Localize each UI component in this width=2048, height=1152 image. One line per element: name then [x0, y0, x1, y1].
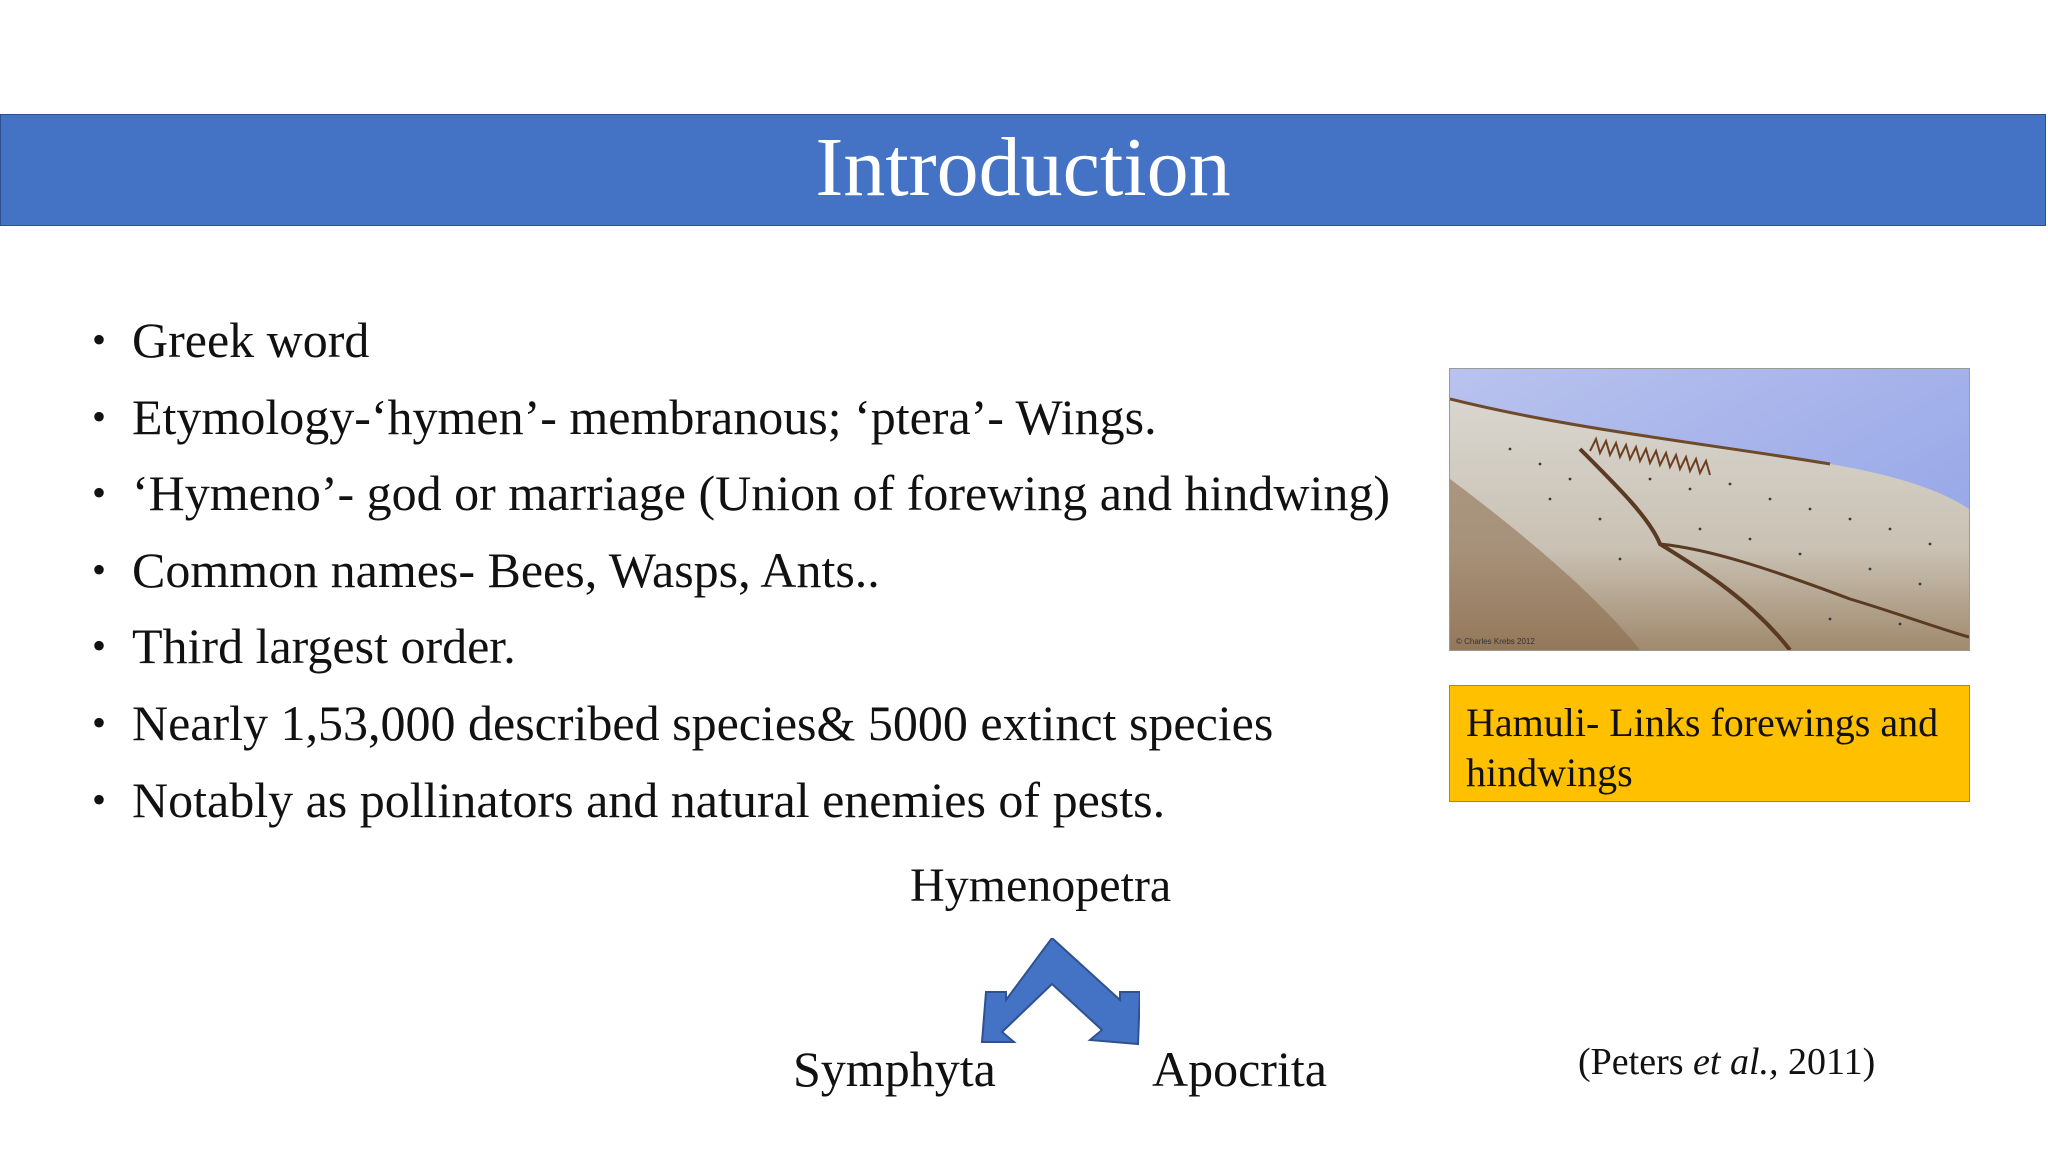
- tree-root-label: Hymenopetra: [910, 859, 1172, 912]
- bullet-icon: •: [92, 776, 107, 822]
- bullet-item: [92, 302, 1390, 379]
- bullet-item: [92, 608, 1390, 685]
- bullet-text: Notably as pollinators and natural enemies of pests.: [132, 771, 1166, 828]
- tree-left-label: Symphyta: [793, 1041, 996, 1097]
- tree-right-label: Apocrita: [1152, 1041, 1327, 1097]
- citation-suffix: 2011): [1778, 1041, 1876, 1083]
- bullet-icon: •: [92, 393, 107, 439]
- citation: [1578, 1040, 1875, 1084]
- bullet-icon: •: [92, 470, 107, 516]
- citation-italic: et al.,: [1693, 1041, 1779, 1083]
- bullet-text: Greek word: [132, 312, 370, 368]
- bullet-text: Nearly 1,53,000 described species& 5000 extinct species: [132, 694, 1274, 751]
- bullet-text: Common names- Bees, Wasps, Ants..: [132, 541, 880, 598]
- photo-watermark: © Charles Krebs 2012: [1456, 637, 1535, 646]
- bullet-item: [92, 762, 1390, 839]
- bullet-item: [92, 532, 1390, 609]
- bullet-item: [92, 455, 1390, 532]
- bullet-icon: •: [92, 699, 107, 745]
- bullet-text: Etymology-‘hymen’- membranous; ‘ptera’- Wings.: [132, 388, 1157, 445]
- split-arrow-icon: [980, 938, 1140, 1048]
- hamuli-callout: [1449, 685, 1970, 802]
- wing-hamuli-photo: [1449, 368, 1970, 651]
- bullet-list: [92, 302, 1390, 838]
- slide-title: Introduction: [815, 121, 1231, 214]
- bullet-icon: •: [92, 546, 107, 592]
- citation-prefix: (Peters: [1578, 1041, 1694, 1083]
- bullet-icon: •: [92, 623, 107, 669]
- bullet-text: ‘Hymeno’- god or marriage (Union of forewing and hindwing): [132, 465, 1390, 522]
- bullet-item: [92, 685, 1390, 762]
- title-bar: [0, 114, 2046, 226]
- bullet-text: Third largest order.: [132, 618, 516, 675]
- bullet-item: [92, 379, 1390, 456]
- callout-text: Hamuli- Links forewings and hindwings: [1466, 700, 1939, 795]
- bullet-icon: •: [92, 317, 107, 362]
